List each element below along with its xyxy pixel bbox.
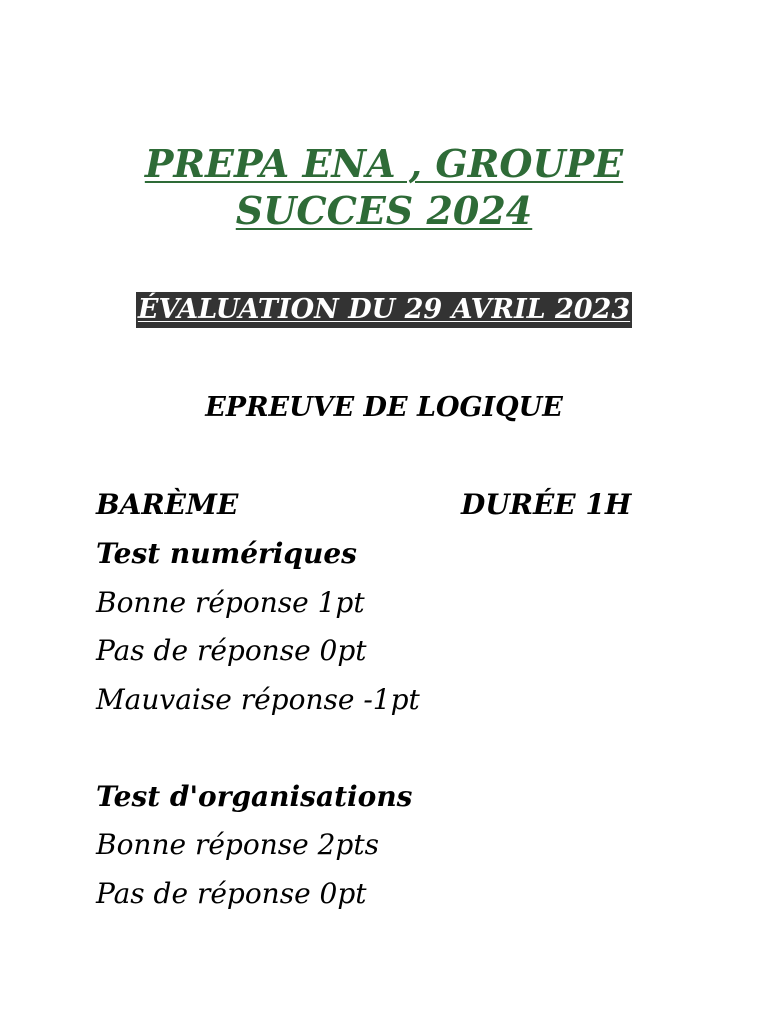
evaluation-date-banner [0, 292, 768, 328]
rule-organisation-correct: Bonne réponse 2pts [96, 828, 379, 861]
duration-label: DURÉE 1H [461, 488, 632, 521]
section-heading-organisation: Test d'organisations [96, 780, 413, 813]
rule-numeric-correct: Bonne réponse 1pt [96, 586, 365, 619]
rule-numeric-wrong: Mauvaise réponse -1pt [96, 683, 420, 716]
section-heading-numeric: Test numériques [96, 537, 357, 570]
evaluation-date-text: ÉVALUATION DU 29 AVRIL 2023 [136, 292, 632, 328]
title-line-2: SUCCES 2024 [235, 188, 533, 233]
title-line-1: PREPA ENA , GROUPE [144, 141, 624, 186]
rule-organisation-no-answer: Pas de réponse 0pt [96, 877, 367, 910]
exam-subject-heading: EPREUVE DE LOGIQUE [205, 392, 563, 423]
bareme-label: BARÈME [96, 488, 239, 521]
rule-numeric-no-answer: Pas de réponse 0pt [96, 634, 367, 667]
